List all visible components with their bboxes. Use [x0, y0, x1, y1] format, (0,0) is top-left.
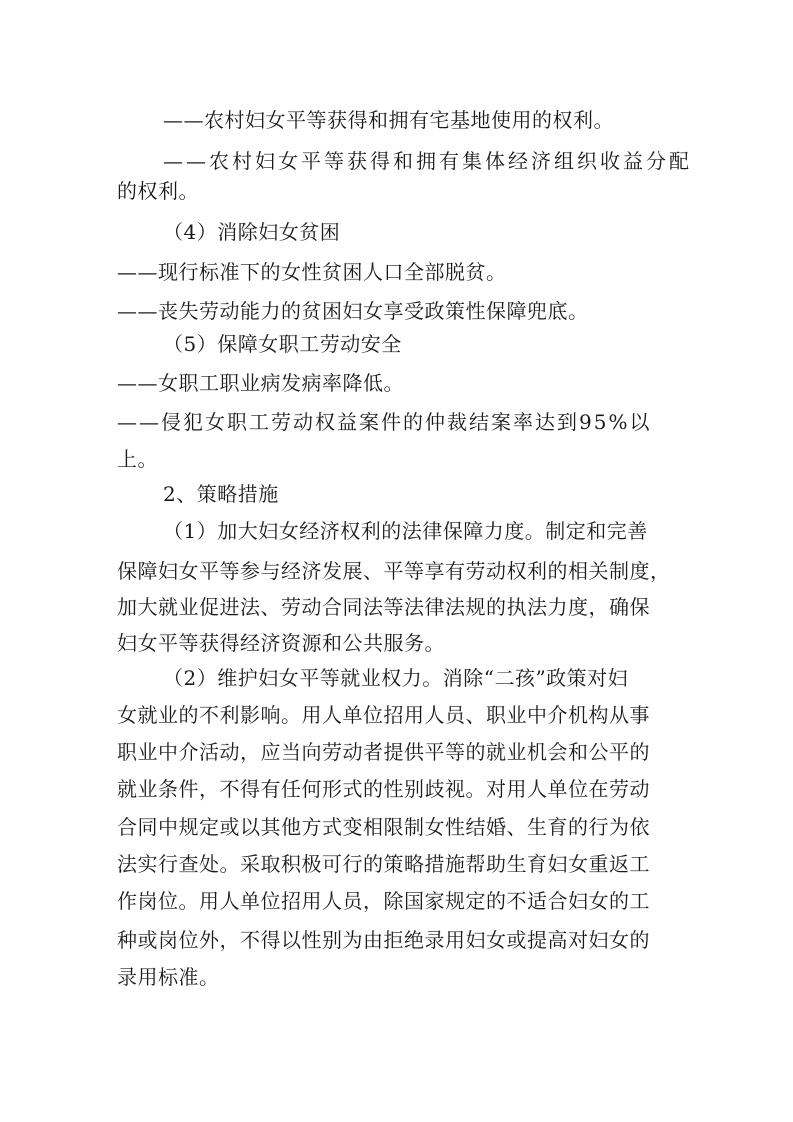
paragraph-line: 作岗位。用人单位招用人员，除国家规定的不适合妇女的工 — [117, 889, 650, 913]
paragraph-line: 就业条件，不得有任何形式的性别歧视。对用人单位在劳动 — [117, 777, 650, 801]
paragraph-line: （2）维护妇女平等就业权力。消除“二孩”政策对妇 — [163, 666, 629, 690]
section-heading: （5）保障女职工劳动安全 — [163, 332, 402, 356]
paragraph-line: 录用标准。 — [117, 965, 220, 989]
text-line: ——侵犯女职工劳动权益案件的仲裁结案率达到95%以 — [117, 410, 652, 434]
paragraph-line: 法实行查处。采取积极可行的策略措施帮助生育妇女重返工 — [117, 852, 650, 876]
paragraph-line: 女就业的不利影响。用人单位招用人员、职业中介机构从事 — [117, 703, 650, 727]
paragraph-line: （1）加大妇女经济权利的法律保障力度。制定和完善 — [163, 519, 648, 543]
paragraph-line: 保障妇女平等参与经济发展、平等享有劳动权利的相关制度， — [117, 559, 671, 583]
text-line: ——农村妇女平等获得和拥有集体经济组织收益分配 — [163, 149, 692, 173]
paragraph-line: 妇女平等获得经济资源和公共服务。 — [117, 631, 445, 655]
text-line: ——丧失劳动能力的贫困妇女享受政策性保障兜底。 — [117, 299, 589, 323]
paragraph-line: 加大就业促进法、劳动合同法等法律法规的执法力度，确保 — [117, 595, 650, 619]
text-line: 的权利。 — [117, 179, 199, 203]
paragraph-line: 职业中介活动，应当向劳动者提供平等的就业机会和公平的 — [117, 740, 650, 764]
text-line: ——农村妇女平等获得和拥有宅基地使用的权利。 — [163, 108, 614, 132]
paragraph-line: 种或岗位外，不得以性别为由拒绝录用妇女或提高对妇女的 — [117, 928, 650, 952]
text-line: ——女职工职业病发病率降低。 — [117, 371, 404, 395]
section-heading: 2、策略措施 — [163, 482, 279, 506]
text-line: ——现行标准下的女性贫困人口全部脱贫。 — [117, 260, 507, 284]
section-heading: （4）消除妇女贫困 — [163, 220, 341, 244]
paragraph-line: 合同中规定或以其他方式变相限制女性结婚、生育的行为依 — [117, 815, 650, 839]
text-line: 上。 — [117, 447, 158, 471]
